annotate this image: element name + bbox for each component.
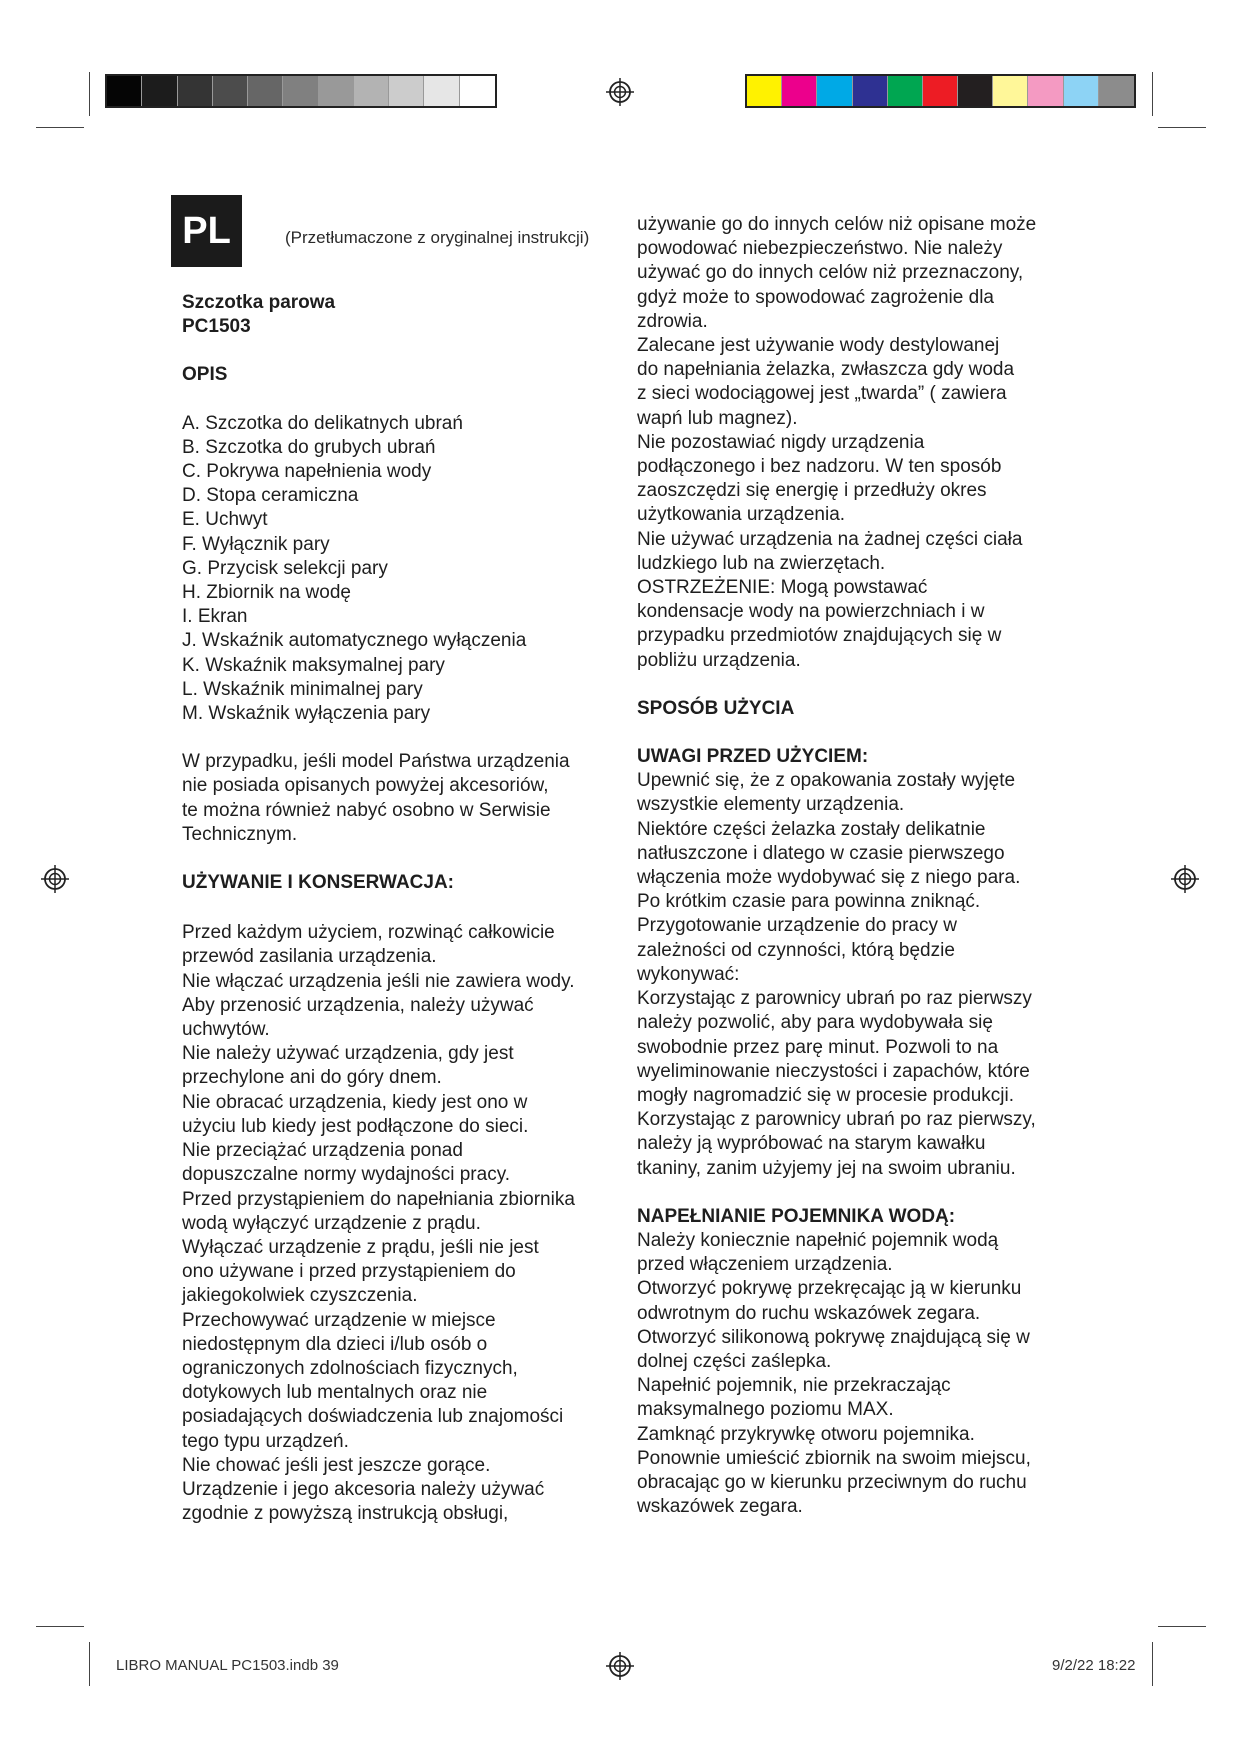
- grayscale-calibration-bar: [105, 74, 497, 108]
- text-line: używanie go do innych celów niż opisane może: [637, 214, 1037, 235]
- left-column: [182, 291, 612, 1526]
- crop-mark-bottom-right-vertical: [1152, 1642, 1153, 1686]
- gray-swatch: [460, 76, 495, 106]
- text-line: ograniczonych zdolnościach fizycznych,: [182, 1357, 518, 1379]
- text-line: Nie należy używać urządzenia, gdy jest: [182, 1043, 514, 1065]
- text-line: użytkowania urządzenia.: [637, 504, 846, 526]
- registration-mark-right-icon: [1170, 864, 1200, 894]
- text-line: Nie pozostawiać nigdy urządzenia: [637, 431, 925, 453]
- text-line: natłuszczone i dlatego w czasie pierwszego: [637, 842, 1005, 864]
- text-line: odwrotnym do ruchu wskazówek zegara.: [637, 1302, 981, 1324]
- text-line: W przypadku, jeśli model Państwa urządzenia: [182, 751, 570, 773]
- color-swatch: [747, 76, 782, 106]
- color-swatch: [923, 76, 958, 106]
- list-item: A. Szczotka do delikatnych ubrań: [182, 412, 463, 434]
- list-item: M. Wskaźnik wyłączenia pary: [182, 703, 431, 725]
- parts-list: [182, 412, 612, 727]
- model-number: PC1503: [182, 316, 251, 338]
- text-line: Wyłączać urządzenie z prądu, jeśli nie jest: [182, 1236, 539, 1258]
- gray-swatch: [178, 76, 213, 106]
- text-line: niedostępnym dla dzieci i/lub osób o: [182, 1333, 488, 1355]
- color-swatch: [993, 76, 1028, 106]
- gray-swatch: [424, 76, 459, 106]
- crop-mark-top-left-horizontal: [36, 127, 84, 128]
- text-line: Po krótkim czasie para powinna zniknąć.: [637, 891, 981, 913]
- text-line: obracając go w kierunku przeciwnym do ruchu: [637, 1471, 1027, 1493]
- section-heading-description: OPIS: [182, 364, 228, 386]
- text-line: Korzystając z parownicy ubrań po raz pierwszy,: [637, 1109, 1036, 1131]
- text-line: dopuszczalne normy wydajności pracy.: [182, 1164, 511, 1186]
- product-name: Szczotka parowa: [182, 292, 336, 313]
- text-line: Napełnić pojemnik, nie przekraczając: [637, 1375, 951, 1397]
- gray-swatch: [389, 76, 424, 106]
- text-line: Ponownie umieścić zbiornik na swoim miejscu,: [637, 1447, 1031, 1469]
- crop-mark-bottom-left-vertical: [89, 1642, 90, 1686]
- list-item: E. Uchwyt: [182, 509, 268, 531]
- color-swatch: [817, 76, 852, 106]
- text-line: tkaniny, zanim użyjemy jej na swoim ubraniu.: [637, 1157, 1016, 1179]
- text-line: Niektóre części żelazka zostały delikatnie: [637, 818, 986, 840]
- text-line: wskazówek zegara.: [637, 1496, 803, 1518]
- text-line: mogły nagromadzić się w procesie produkcji.: [637, 1084, 1014, 1106]
- text-line: jakiegokolwiek czyszczenia.: [182, 1285, 418, 1307]
- gray-swatch: [248, 76, 283, 106]
- right-column: [637, 213, 1077, 1519]
- text-line: Przechowywać urządzenie w miejsce: [182, 1309, 496, 1331]
- text-line: Nie obracać urządzenia, kiedy jest ono w: [182, 1091, 528, 1113]
- text-line: Zalecane jest używanie wody destylowanej: [637, 335, 1000, 357]
- color-swatch: [1028, 76, 1063, 106]
- text-line: Nie używać urządzenia na żadnej części ciała: [637, 528, 1023, 550]
- translation-note: (Przetłumaczone z oryginalnej instrukcji): [285, 228, 590, 247]
- text-line: Otworzyć silikonową pokrywę znajdującą się w: [637, 1326, 1030, 1348]
- footer-file-info: LIBRO MANUAL PC1503.indb 39: [116, 1657, 339, 1674]
- text-line: Nie chować jeśli jest jeszcze gorące.: [182, 1454, 491, 1476]
- text-line: zależności od czynności, którą będzie: [637, 939, 955, 961]
- text-line: powodować niebezpieczeństwo. Nie należy: [637, 238, 1003, 260]
- text-line: należy pozwolić, aby para wydobywała się: [637, 1012, 993, 1034]
- crop-mark-top-right-horizontal: [1158, 127, 1206, 128]
- list-item: B. Szczotka do grubych ubrań: [182, 436, 436, 458]
- registration-mark-top-icon: [605, 77, 635, 107]
- text-line: Przed każdym użyciem, rozwinąć całkowicie: [182, 922, 555, 944]
- text-line: wapń lub magnez).: [637, 407, 798, 429]
- text-line: Nie przeciążać urządzenia ponad: [182, 1140, 463, 1162]
- text-line: przypadku przedmiotów znajdujących się w: [637, 625, 1002, 647]
- color-swatch: [853, 76, 888, 106]
- color-swatch: [888, 76, 923, 106]
- text-line: posiadających doświadczenia lub znajomości: [182, 1406, 564, 1428]
- text-line: OSTRZEŻENIE: Mogą powstawać: [637, 577, 928, 599]
- list-item: L. Wskaźnik minimalnej pary: [182, 678, 423, 700]
- color-swatch: [782, 76, 817, 106]
- section-heading-usage: UŻYWANIE I KONSERWACJA:: [182, 872, 455, 894]
- text-line: Przed przystąpieniem do napełniania zbiornika: [182, 1188, 575, 1210]
- section-heading-method: SPOSÓB UŻYCIA: [637, 697, 795, 719]
- text-line: zaoszczędzi się energię i przedłuży okres: [637, 480, 987, 502]
- crop-mark-bottom-right-horizontal: [1158, 1626, 1206, 1627]
- text-line: swobodnie przez parę minut. Pozwoli to na: [637, 1036, 999, 1058]
- text-line: pobliżu urządzenia.: [637, 649, 801, 671]
- crop-mark-top-left-vertical: [89, 72, 90, 116]
- list-item: J. Wskaźnik automatycznego wyłączenia: [182, 630, 527, 652]
- text-line: podłączonego i bez nadzoru. W ten sposób: [637, 456, 1002, 478]
- text-line: maksymalnego poziomu MAX.: [637, 1399, 894, 1421]
- section-heading-filling: NAPEŁNIANIE POJEMNIKA WODĄ:: [637, 1205, 956, 1227]
- list-item: I. Ekran: [182, 606, 248, 628]
- text-line: zdrowia.: [637, 310, 708, 332]
- crop-mark-top-right-vertical: [1152, 72, 1153, 116]
- color-calibration-bar: [745, 74, 1136, 108]
- list-item: D. Stopa ceramiczna: [182, 485, 359, 507]
- text-line: wykonywać:: [637, 963, 740, 985]
- text-line: wodą wyłączyć urządzenie z prądu.: [182, 1212, 481, 1234]
- text-line: nie posiada opisanych powyżej akcesoriów,: [182, 775, 549, 797]
- text-line: Należy koniecznie napełnić pojemnik wodą: [637, 1229, 999, 1251]
- text-line: te można również nabyć osobno w Serwisie: [182, 799, 551, 821]
- text-line: ludzkiego lub na zwierzętach.: [637, 552, 886, 574]
- gray-swatch: [107, 76, 142, 106]
- list-item: F. Wyłącznik pary: [182, 533, 330, 555]
- text-line: kondensacje wody na powierzchniach i w: [637, 601, 985, 623]
- text-line: Upewnić się, że z opakowania zostały wyjęte: [637, 770, 1016, 792]
- color-swatch: [1064, 76, 1099, 106]
- registration-mark-bottom-icon: [605, 1651, 635, 1681]
- list-item: K. Wskaźnik maksymalnej pary: [182, 654, 445, 676]
- list-item: C. Pokrywa napełnienia wody: [182, 461, 432, 483]
- text-line: z sieci wodociągowej jest „twarda” ( zawiera: [637, 383, 1007, 405]
- text-line: do napełniania żelazka, zwłaszcza gdy woda: [637, 359, 1015, 381]
- text-line: Technicznym.: [182, 823, 298, 845]
- footer-date-time: 9/2/22 18:22: [1052, 1657, 1136, 1674]
- text-line: użyciu lub kiedy jest podłączone do sieci.: [182, 1115, 529, 1137]
- list-item: H. Zbiornik na wodę: [182, 582, 351, 604]
- text-line: używać go do innych celów niż przeznaczony,: [637, 262, 1024, 284]
- section-heading-before-use: UWAGI PRZED UŻYCIEM:: [637, 746, 869, 768]
- registration-mark-left-icon: [40, 864, 70, 894]
- gray-swatch: [283, 76, 318, 106]
- text-line: zgodnie z powyższą instrukcją obsługi,: [182, 1503, 509, 1525]
- list-item: G. Przycisk selekcji pary: [182, 557, 388, 579]
- text-line: Aby przenosić urządzenia, należy używać: [182, 994, 534, 1016]
- text-line: Otworzyć pokrywę przekręcając ją w kierunku: [637, 1278, 1022, 1300]
- text-line: dotykowych lub mentalnych oraz nie: [182, 1382, 488, 1404]
- gray-swatch: [354, 76, 389, 106]
- text-line: włączenia może wydobywać się z niego para.: [637, 867, 1021, 889]
- text-line: uchwytów.: [182, 1019, 270, 1041]
- text-line: należy ją wypróbować na starym kawałku: [637, 1133, 986, 1155]
- gray-swatch: [142, 76, 177, 106]
- text-line: przechylone ani do góry dnem.: [182, 1067, 442, 1089]
- text-line: gdyż może to spowodować zagrożenie dla: [637, 286, 994, 308]
- text-line: Korzystając z parownicy ubrań po raz pierwszy: [637, 988, 1032, 1010]
- text-line: dolnej części zaślepka.: [637, 1350, 832, 1372]
- text-line: Przygotowanie urządzenie do pracy w: [637, 915, 958, 937]
- language-badge: PL: [171, 195, 242, 267]
- color-swatch: [958, 76, 993, 106]
- text-line: wszystkie elementy urządzenia.: [637, 794, 905, 816]
- text-line: przed włączeniem urządzenia.: [637, 1254, 893, 1276]
- color-swatch: [1099, 76, 1134, 106]
- text-line: Urządzenie i jego akcesoria należy używać: [182, 1478, 545, 1500]
- text-line: Zamknąć przykrywkę otworu pojemnika.: [637, 1423, 975, 1445]
- crop-mark-bottom-left-horizontal: [36, 1626, 84, 1627]
- text-line: Nie włączać urządzenia jeśli nie zawiera wody.: [182, 970, 575, 992]
- text-line: wyeliminowanie nieczystości i zapachów, które: [637, 1060, 1030, 1082]
- text-line: tego typu urządzeń.: [182, 1430, 349, 1452]
- gray-swatch: [213, 76, 248, 106]
- text-line: ono używane i przed przystąpieniem do: [182, 1261, 516, 1283]
- text-line: przewód zasilania urządzenia.: [182, 946, 437, 968]
- gray-swatch: [319, 76, 354, 106]
